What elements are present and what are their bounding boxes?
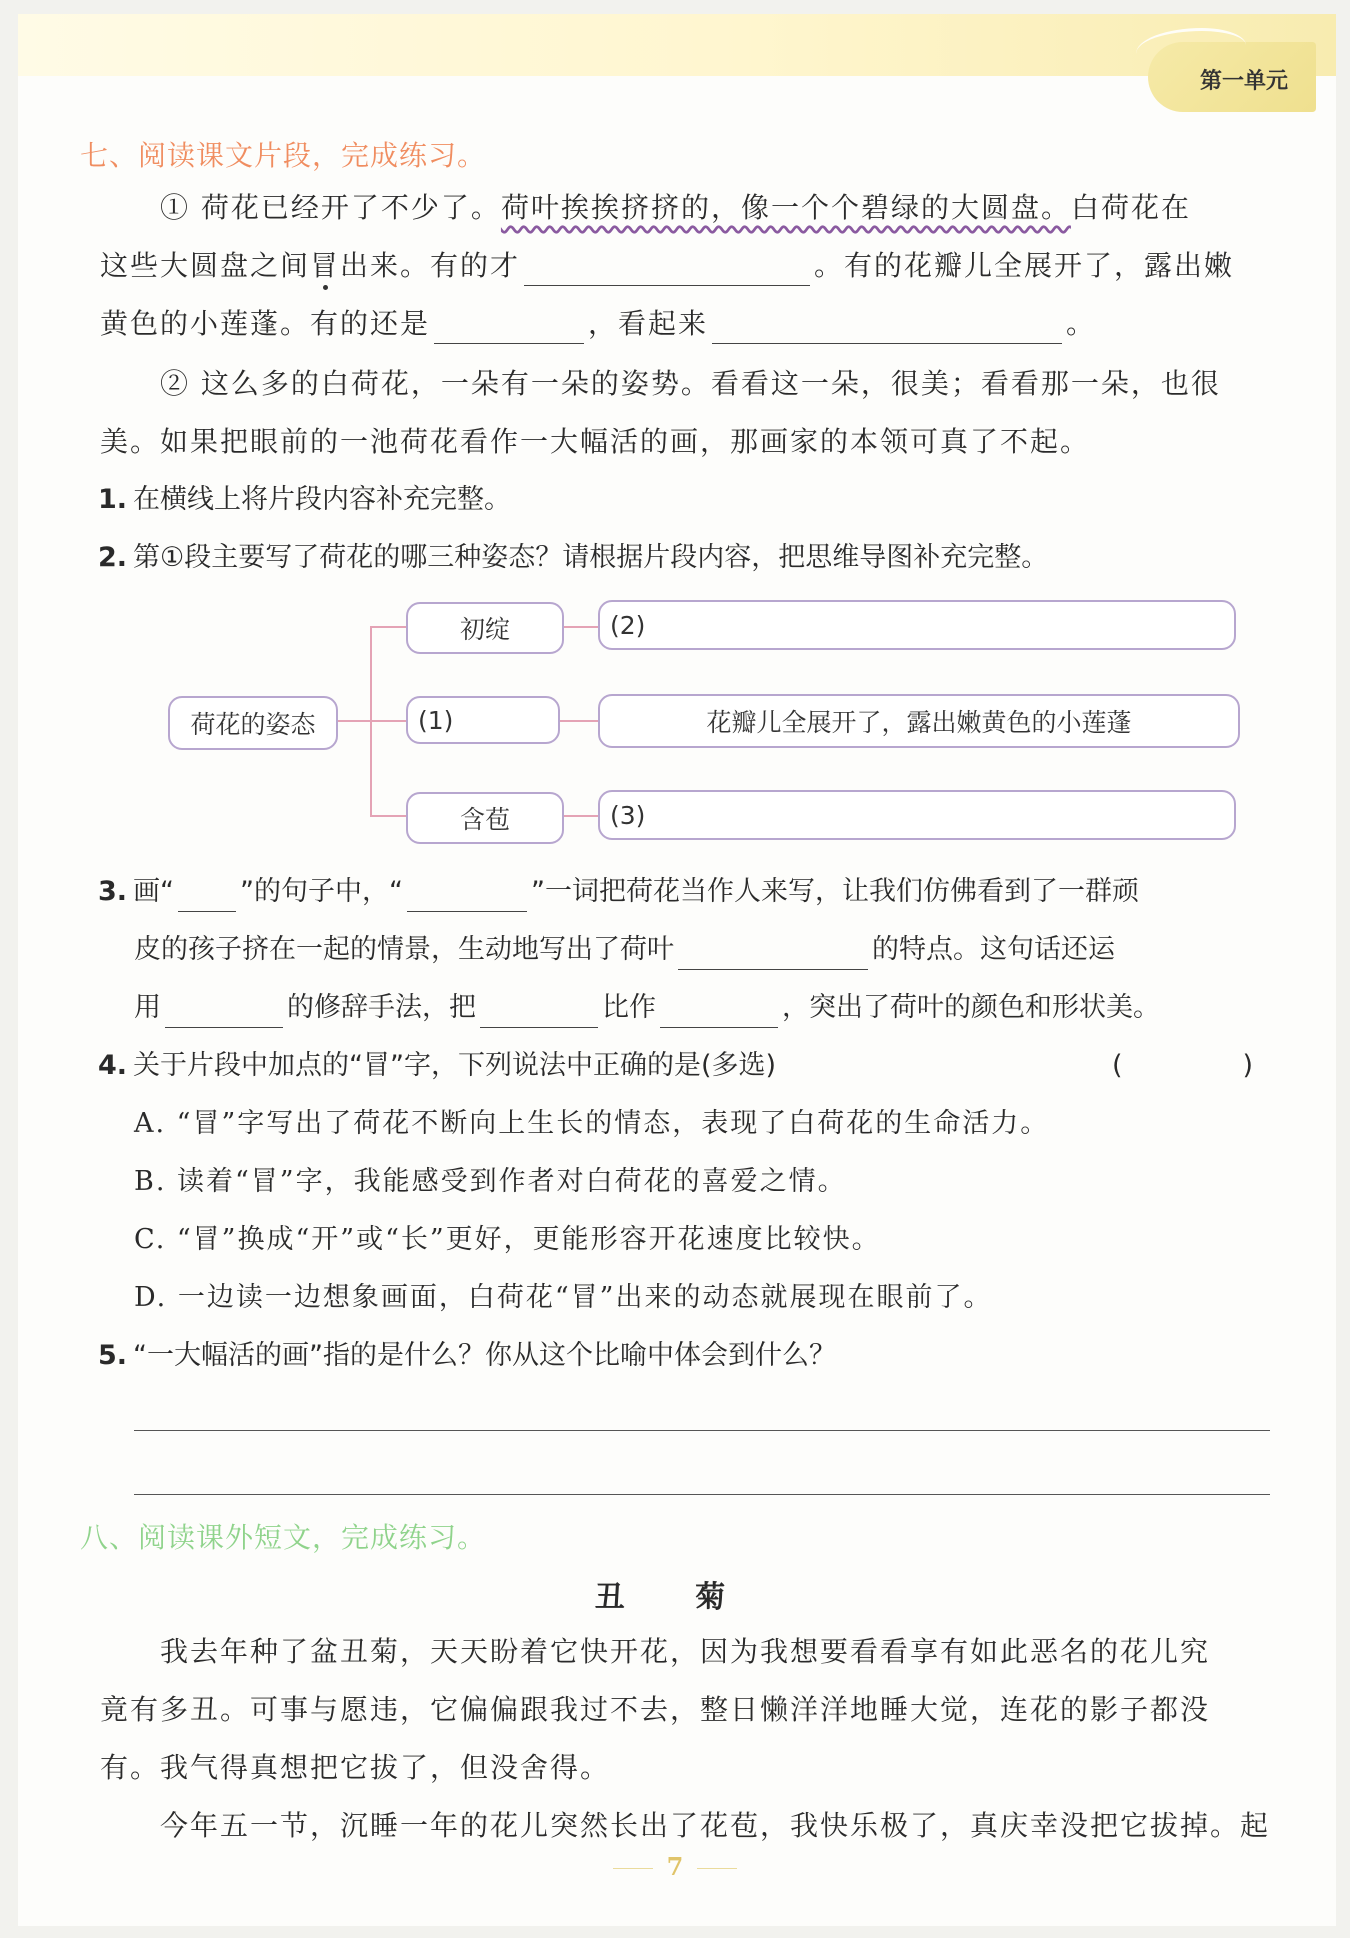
mindmap-connector [370,815,406,817]
mindmap-connector [560,626,598,628]
question-3-line1: 3. 画“ ”的句子中，“ ”一词把荷花当作人来写，让我们仿佛看到了一群顽 [98,872,1139,912]
question-3-line2: 皮的孩子挤在一起的情景，生动地写出了荷叶 的特点。这句话还运 [134,930,1115,970]
question-2: 2. 第①段主要写了荷花的哪三种姿态？请根据片段内容，把思维导图补充完整。 [98,542,1049,573]
mindmap-node-1[interactable]: (1) [406,696,560,744]
mindmap-connector [560,720,598,722]
q3-blank-f[interactable] [660,997,778,1028]
blank-3[interactable] [712,313,1062,344]
question-4: 4. 关于片段中加点的“冒”字，下列说法中正确的是(多选) [98,1050,777,1081]
dotted-char-mao: 冒 [310,249,341,282]
question-5: 5. “一大幅活的画”指的是什么？你从这个比喻中体会到什么？ [98,1340,837,1371]
q3-blank-a[interactable] [178,881,236,912]
unit-label: 第一单元 [1199,69,1288,94]
mindmap-connector [560,815,598,817]
para1-line2: 这些大圆盘之间冒出来。有的才 。有的花瓣儿全展开了，露出嫩 [100,246,1270,286]
blank-2[interactable] [434,313,584,344]
essay-line-1: 我去年种了盆丑菊，天天盼着它快开花，因为我想要看看享有如此恶名的花儿究 [160,1635,1211,1668]
mindmap-node-chuzhan: 初绽 [406,602,564,654]
question-1: 1. 在横线上将片段内容补充完整。 [98,484,512,515]
q4-option-d: D. 一边读一边想象画面，白荷花“冒”出来的动态就展现在眼前了。 [134,1282,993,1313]
page-number: 7 [0,1852,1350,1881]
q3-blank-d[interactable] [165,997,283,1028]
q5-answer-line-1[interactable] [134,1430,1270,1431]
essay-line-4: 今年五一节，沉睡一年的花儿突然长出了花苞，我快乐极了，真庆幸没把它拔掉。起 [160,1809,1271,1842]
q4-option-c: C. “冒”换成“开”或“长”更好，更能形容开花速度比较快。 [134,1224,881,1255]
para1-line1: ① 荷花已经开了不少了。荷叶挨挨挤挤的，像一个个碧绿的大圆盘。白荷花在 [160,191,1191,224]
mindmap-detail-3[interactable]: (3) [598,790,1236,840]
mindmap-connector [370,720,406,722]
q4-option-b: B. 读着“冒”字，我能感受到作者对白荷花的喜爱之情。 [134,1166,847,1197]
mindmap-root: 荷花的姿态 [168,696,338,750]
wavy-sentence: 荷叶挨挨挤挤的，像一个个碧绿的大圆盘。 [500,191,1071,224]
mindmap-detail-2[interactable]: (2) [598,600,1236,650]
mindmap-node-hanbao: 含苞 [406,792,564,844]
para2-line1: ② 这么多的白荷花，一朵有一朵的姿势。看看这一朵，很美；看看那一朵，也很 [160,367,1221,400]
q3-blank-e[interactable] [480,997,598,1028]
q3-blank-b[interactable] [407,881,527,912]
q5-answer-line-2[interactable] [134,1494,1270,1495]
blank-1[interactable] [524,255,810,286]
essay-line-3: 有。我气得真想把它拔了，但没舍得。 [100,1751,611,1784]
para2-line2: 美。如果把眼前的一池荷花看作一大幅活的画，那画家的本领可真了不起。 [100,425,1091,458]
mindmap-connector [370,626,406,628]
para1-line3: 黄色的小莲蓬。有的还是 ，看起来 。 [100,304,1270,344]
q3-blank-c[interactable] [678,939,868,970]
mindmap-detail-full-bloom: 花瓣儿全展开了，露出嫩黄色的小莲蓬 [598,694,1240,748]
section8-title: 八、阅读课外短文，完成练习。 [80,1521,487,1554]
q4-answer-paren[interactable]: ( ) [1112,1050,1254,1081]
section7-title: 七、阅读课文片段，完成练习。 [80,139,487,172]
mindmap-connector [336,720,370,722]
q4-option-a: A. “冒”字写出了荷花不断向上生长的情态，表现了白荷花的生命活力。 [134,1108,1050,1139]
essay-title: 丑 菊 [594,1580,756,1615]
question-3-line3: 用 的修辞手法，把 比作 ，突出了荷叶的颜色和形状美。 [134,988,1160,1028]
essay-line-2: 竟有多丑。可事与愿违，它偏偏跟我过不去，整日懒洋洋地睡大觉，连花的影子都没 [100,1693,1211,1726]
